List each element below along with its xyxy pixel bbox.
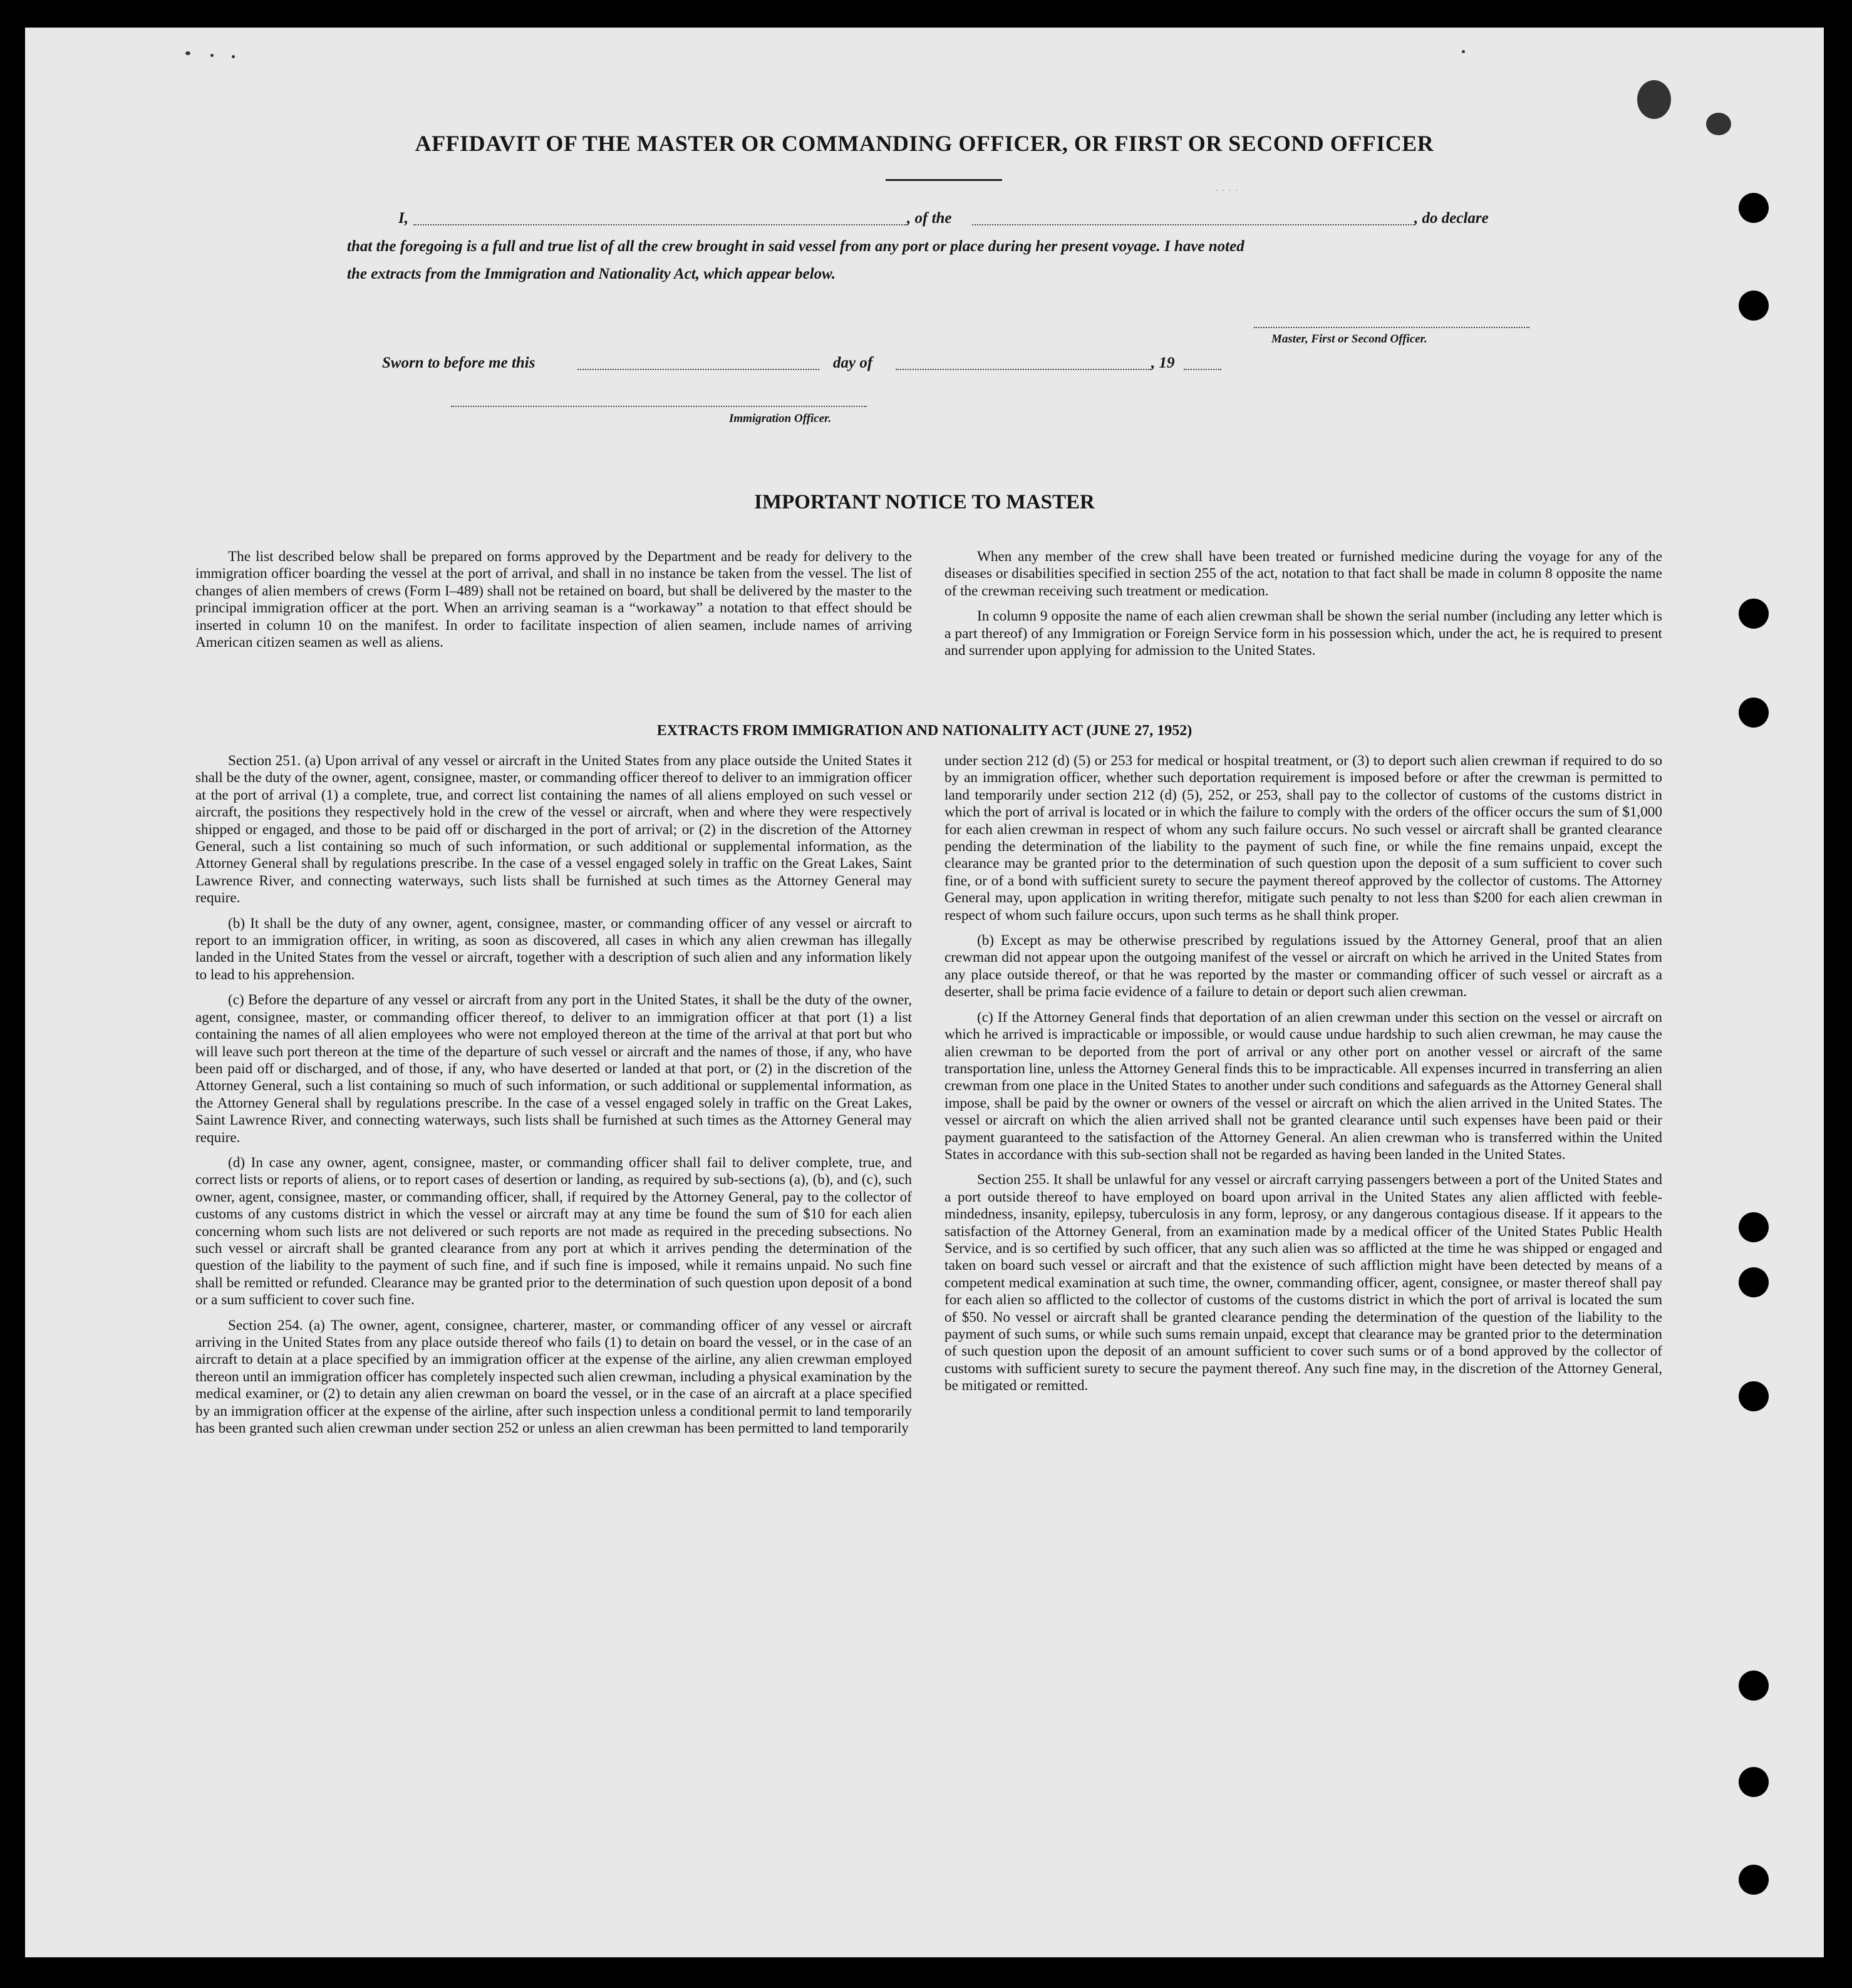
day-of-label: day of (833, 354, 873, 371)
notice-left-column (195, 549, 912, 659)
statute-paragraph: Section 255. It shall be unlawful for any vessel or aircraft carrying passengers between a port of the United States and a port outside thereof to have employed on board upon arrival in the United States any alien afflicted with feeble-mindedness, insanity, epilepsy, tuberculosis in any form, leprosy, or any dangerous contagious disease. If it appears to the satisfaction of the Attorney General, from an examination made by a medical officer of the United States Public Health Service, and is so certified by such officer, that any such alien was so afflicted at the time he was shipped or engaged and taken on board such vessel or aircraft and that the existence of such affliction might have been detected by means of a competent medical examination at such time, the owner, commanding officer, agent, consignee, or master thereof shall pay for each alien so afflicted to the collector of customs of the customs district in which the port of arrival is located the sum of $50. No vessel or aircraft shall be granted clearance pending the determination of the question of the liability to the payment of such sums, or while such sums remain unpaid, except that clearance may be granted prior to the determination of such question upon the deposit of an amount sufficient to cover such sums or of a bond approved by the collector of customs with sufficient surety to secure the payment thereof. Any such fine may, in the discretion of the Attorney General, be mitigated or remitted. (944, 1172, 1662, 1394)
speck (232, 55, 235, 58)
document-page (25, 28, 1824, 1957)
name-field[interactable] (413, 224, 907, 225)
statute-paragraph: (c) If the Attorney General finds that deportation of an alien crewman under this section on the vessel or aircraft on which he arrived is impracticable or impossible, or would cause undue hardship to such alien crewman, he may cause the alien crewman to be deported from the port of arrival or any other port on another vessel or aircraft of the same transportation line, unless the Attorney General finds this to be impracticable. All expenses incurred in transferring an alien crewman from one place in the United States to another under such conditions and safeguards as the Attorney General shall impose, shall be paid by the owner or owners of the vessel or aircraft on which the alien arrived in the United States. The vessel or aircraft on which the alien arrived shall not be granted clearance until such expenses have been paid or their payment guaranteed to the satisfaction of the Attorney General. An alien crewman who is transferred within the United States in accordance with this sub-section shall not be regarded as having been landed in the United States. (944, 1009, 1662, 1163)
notice-paragraph: In column 9 opposite the name of each alien crewman shall be shown the serial number (including any letter which is a part thereof) of any Immigration or Foreign Service form in his possession which, under the act, he is required to present and surrender upon applying for admission to the United States. (944, 608, 1662, 659)
punch-hole (1739, 599, 1769, 629)
speck (1462, 50, 1465, 53)
year-label: , 19 (1151, 354, 1175, 371)
affidavit-statement-line-1: that the foregoing is a full and true list of all the crew brought in said vessel from any port or place during her present voyage. I have noted (347, 238, 1244, 255)
sworn-label: Sworn to before me this (382, 354, 535, 371)
punch-hole (1739, 291, 1769, 321)
statute-paragraph: (b) Except as may be otherwise prescribed by regulations issued by the Attorney General, proof that an alien crewman did not appear upon the outgoing manifest of the vessel or aircraft on which he arrived in the United States from any place outside thereof, or that he was reported by the master or commanding officer of such vessel or aircraft as a deserter, shall be prima facie evidence of a failure to detain or deport such alien crewman. (944, 932, 1662, 1001)
statute-paragraph: Section 254. (a) The owner, agent, consignee, charterer, master, or commanding officer of any vessel or aircraft arriving in the United States from any place outside thereof who fails (1) to detain on board the vessel, or in the case of an aircraft to detain at a place specified by an immigration officer at the expense of the airline, any alien crewman employed thereon until an immigration officer has completely inspected such alien crewman, including a physical examination by the medical examiner, or (2) to detain any alien crewman on board the vessel, or in the case of an aircraft at a place specified by an immigration officer at the expense of the airline, after such inspection unless a conditional permit to land temporarily has been granted such alien crewman under section 252 or unless an alien crewman has been permitted to land temporarily (195, 1317, 912, 1437)
vessel-field[interactable] (972, 224, 1414, 225)
notice-paragraph: The list described below shall be prepared on forms approved by the Department and be ready for delivery to the immigration officer boarding the vessel at the port of arrival, and shall in no instance be taken from the vessel. The list of changes of alien members of crews (Form I–489) shall not be retained on board, but shall be delivered by the master to the principal immigration officer at the port. When an arriving seaman is a “workaway” a notation to that effect should be inserted in column 10 on the manifest. In order to facilitate inspection of alien seamen, include names of arriving American citizen seamen as well as aliens. (195, 549, 912, 651)
ink-blot (1706, 113, 1731, 135)
sworn-year-field[interactable] (1184, 369, 1221, 370)
immigration-officer-signature-field[interactable] (451, 406, 867, 407)
statute-paragraph: (c) Before the departure of any vessel or aircraft from any port in the United States, it shall be the duty of the owner, agent, consignee, master, or commanding officer thereof, to deliver to an immigration officer at that port (1) a list containing the names of all alien employees who were not employed thereon at the time of the arrival at that port but who will leave such port thereon at the time of the departure of such vessel or aircraft and the names of those, if any, who have been paid off or discharged, and of those, if any, who have deserted or landed at that port, or (2) in the discretion of the Attorney General, such a list containing so much of such information, or such additional or supplemental information, as the Attorney General shall by regulations prescribe. In the case of a vessel engaged solely in traffic on the Great Lakes, Saint Lawrence River, and connecting waterways, such lists shall be furnished at such times as the Attorney General may require. (195, 992, 912, 1146)
punch-hole (1739, 1267, 1769, 1297)
statute-paragraph: under section 212 (d) (5) or 253 for medical or hospital treatment, or (3) to deport such alien crewman if required to do so by an immigration officer, whether such deportation requirement is imposed before or after the crewman is permitted to land temporarily under section 212 (d) (5), 252, or 253, shall pay to the collector of customs of the customs district in which the port of arrival is located or in which the failure to comply with the orders of the officer occurs the sum of $1,000 for each alien crewman in respect of whom any such failure occurs. No such vessel or aircraft shall be granted clearance pending the determination of the liability to the payment of such fine, or while the fine remains unpaid, except the clearance may be granted prior to the determination of such question upon the deposit of a sum sufficient to cover such fine, or of a bond with sufficient surety to secure the payment thereof approved by the collector of customs. The Attorney General may, upon application in writing therefor, mitigate such penalty to not less than $200 for each alien crewman in respect of whom such failure occurs, upon such terms as he shall think proper. (944, 753, 1662, 924)
punch-hole (1739, 1865, 1769, 1895)
extracts-left-column (195, 753, 912, 1445)
notice-paragraph: When any member of the crew shall have been treated or furnished medicine during the voyage for any of the diseases or disabilities specified in section 255 of the act, notation to that fact shall be made in column 8 opposite the name of the crewman receiving such treatment or medication. (944, 549, 1662, 599)
i-label: I, (398, 210, 408, 227)
punch-hole (1739, 1767, 1769, 1797)
affidavit-title: AFFIDAVIT OF THE MASTER OR COMMANDING OFFICER, OR FIRST OR SECOND OFFICER (415, 131, 1434, 156)
notice-title: IMPORTANT NOTICE TO MASTER (754, 491, 1095, 513)
extracts-right-column (944, 753, 1662, 1403)
speck (210, 54, 214, 57)
master-signature-field[interactable] (1254, 327, 1529, 328)
title-underline (886, 179, 1002, 181)
do-declare-label: , do declare (1414, 210, 1489, 227)
speck (185, 51, 190, 55)
bleed-through-text: · · · · (1215, 184, 1239, 197)
notice-right-column (944, 549, 1662, 667)
statute-paragraph: Section 251. (a) Upon arrival of any vessel or aircraft in the United States from any place outside the United States it shall be the duty of the owner, agent, consignee, master, or commanding officer thereof to deliver to an immigration officer at the port of arrival (1) a complete, true, and correct list containing the names of all aliens employed on such vessel or aircraft, the positions they respectively hold in the crew of the vessel or aircraft, when and where they were respectively shipped or engaged, and those to be paid off or discharged in the port of arrival; or (2) in the discretion of the Attorney General, such a list containing so much of such information, or such additional or supplemental information, as the Attorney General shall by regulations prescribe. In the case of a vessel engaged solely in traffic on the Great Lakes, Saint Lawrence River, and connecting waterways, such lists shall be furnished at such times as the Attorney General may require. (195, 753, 912, 907)
immigration-officer-caption: Immigration Officer. (729, 412, 832, 425)
punch-hole (1739, 1212, 1769, 1242)
punch-hole (1739, 193, 1769, 223)
master-signature-caption: Master, First or Second Officer. (1271, 332, 1427, 346)
affidavit-statement-line-2: the extracts from the Immigration and Nationality Act, which appear below. (347, 265, 836, 282)
ink-blot (1637, 80, 1671, 119)
sworn-day-field[interactable] (577, 369, 819, 370)
extracts-title: EXTRACTS FROM IMMIGRATION AND NATIONALITY ACT (JUNE 27, 1952) (656, 723, 1192, 739)
statute-paragraph: (b) It shall be the duty of any owner, agent, consignee, master, or commanding officer of any vessel or aircraft to report to an immigration officer, in writing, as soon as discovered, all cases in which any alien crewman has illegally landed in the United States from the vessel or aircraft, together with a description of such alien and any information likely to lead to his apprehension. (195, 915, 912, 983)
statute-paragraph: (d) In case any owner, agent, consignee, master, or commanding officer shall fail to deliver complete, true, and correct lists or reports of aliens, or to report cases of desertion or landing, as required by sub-sections (a), (b), and (c), such owner, agent, consignee, master, or commanding officer, shall, if required by the Attorney General, pay to the collector of customs of any customs district in which the vessel or aircraft may at any time be found the sum of $10 for each alien concerning whom such lists are not delivered or such reports are not made as required in the preceding subsections. No such vessel or aircraft shall be granted clearance from any port at which it arrives pending the determination of the question of the liability to the payment of such fine, and if such fine is imposed, while it remains unpaid. No such fine shall be remitted or refunded. Clearance may be granted prior to the determination of such question upon deposit of a bond or a sum sufficient to cover such fine. (195, 1154, 912, 1309)
punch-hole (1739, 1381, 1769, 1411)
of-the-label: , of the (907, 210, 952, 227)
sworn-month-field[interactable] (896, 369, 1151, 370)
punch-hole (1739, 1671, 1769, 1701)
punch-hole (1739, 698, 1769, 728)
